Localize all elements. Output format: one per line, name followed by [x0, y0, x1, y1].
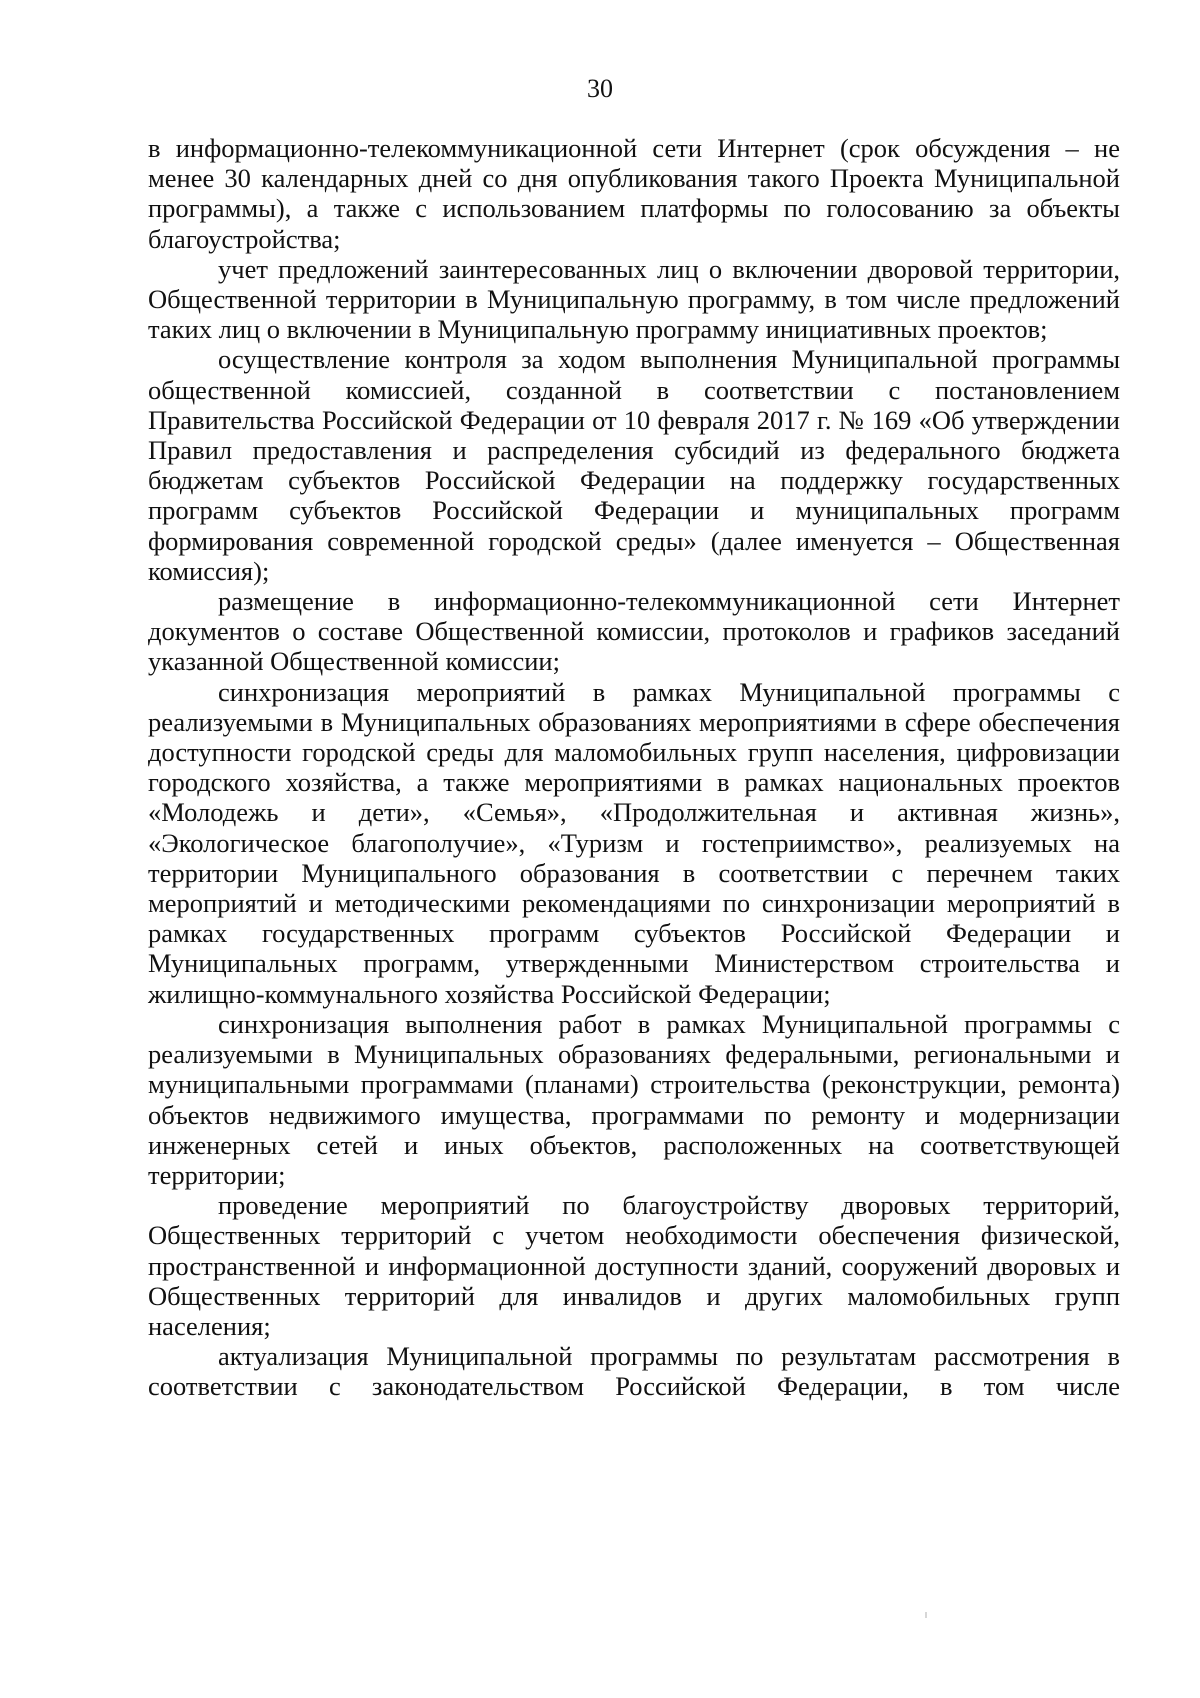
paragraph-publication: размещение в информационно-телекоммуникационной сети Интернет документов о составе Общественной комиссии, протоколов и графиков заседаний указанной Общественной комиссии;: [148, 586, 1120, 677]
paragraph-sync-activities: синхронизация мероприятий в рамках Муниципальной программы с реализуемыми в Муниципальных образованиях мероприятиями в сфере обеспечения доступности городской среды для маломобильных групп населения, цифровизации городского хозяйства, а также мероприятиями в рамках национальных проектов «Молодежь и дети», «Семья», «Продолжительная и активная жизнь», «Экологическое благополучие», «Туризм и гостеприимство», реализуемых на территории Муниципального образования в соответствии с перечнем таких мероприятий и методическими рекомендациями по синхронизации мероприятий в рамках государственных программ субъектов Российской Федерации и Муниципальных программ, утвержденными Министерством строительства и жилищно-коммунального хозяйства Российской Федерации;: [148, 676, 1120, 1009]
paragraph-proposals: учет предложений заинтересованных лиц о включении дворовой территории, Общественной территории в Муниципальную программу, в том числе предложений таких лиц о включении в Муниципальную программу инициативных проектов;: [148, 253, 1120, 345]
paragraph-actualization: актуализация Муниципальной программы по результатам рассмотрения в соответствии с законодательством Российской Федерации, в том числе: [148, 1341, 1120, 1402]
paragraph-continuation: в информационно-телекоммуникационной сети Интернет (срок обсуждения – не менее 30 календарных дней со дня опубликования такого Проекта Муниципальной программы), а также с использованием платформы по голосованию за объекты благоустройства;: [148, 133, 1120, 254]
scan-speck: [925, 1612, 927, 1618]
paragraph-control: осуществление контроля за ходом выполнения Муниципальной программы общественной комиссией, созданной в соответствии с постановлением Правительства Российской Федерации от 10 февраля 2017 г. № 169 «Об утверждении Правил предоставления и распределения субсидий из федерального бюджета бюджетам субъектов Российской Федерации на поддержку государственных программ субъектов Российской Федерации и муниципальных программ формирования современной городской среды» (далее именуется – Общественная комиссия);: [148, 344, 1120, 586]
paragraph-sync-works: синхронизация выполнения работ в рамках Муниципальной программы с реализуемыми в Муниципальных образованиях федеральными, региональными и муниципальными программами (планами) строительства (реконструкции, ремонта) объектов недвижимого имущества, программами по ремонту и модернизации инженерных сетей и иных объектов, расположенных на соответствующей территории;: [148, 1008, 1120, 1190]
paragraph-accessibility: проведение мероприятий по благоустройству дворовых территорий, Общественных территорий с учетом необходимости обеспечения физической, пространственной и информационной доступности зданий, сооружений дворовых и Общественных территорий для инвалидов и других маломобильных групп населения;: [148, 1190, 1120, 1341]
page-number: 30: [587, 74, 613, 103]
document-body: [148, 133, 1120, 1402]
